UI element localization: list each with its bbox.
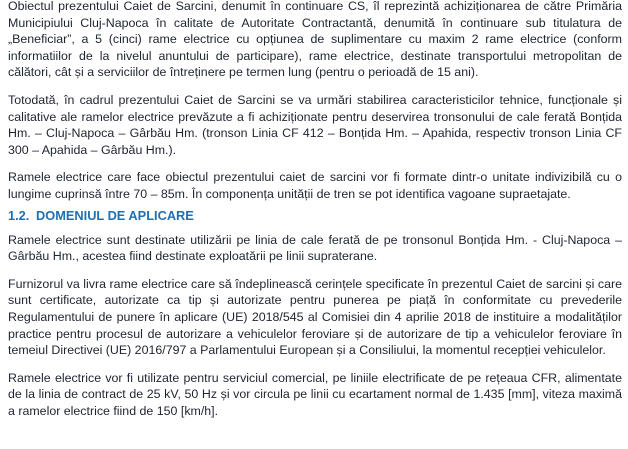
paragraph-service: Ramele electrice vor fi utilizate pentru serviciul comercial, pe liniile electrificate de pe rețeaua CFR, alimentate de la linia de contract de 25 kV, 50 Hz și vor circula pe linii cu ecartament normal de 1.435 [mm], viteza maximă a ramelor electrice fiind de 150 [km/h]. [8, 370, 622, 418]
paragraph-train-composition: Ramele electrice care face obiectul prezentului caiet de sarcini vor fi formate dintr-o unitate indivizibilă cu o lungime cuprinsă între 70 – 85m. În componența unității de tren se pot identifica vagoane supraetajate. [8, 170, 622, 201]
paragraph-object: Obiectul prezentului Caiet de Sarcini, denumit în continuare CS, îl reprezintă achiziționarea de către Primăria Municipiului Cluj-Napoca în calitate de Autoritate Contractantă, denumită în continuare sub titulatura de „Beneficiar”, a 5 (cinci) rame electrice cu opțiunea de suplimentare cu maxim 2 rame electrice (conform informatiilor de la nivelul anuntului de participare), rame electrice, destinate transportului metropolitan de călători, cât și a serviciilor de întreținere pe termen lung (pentru o perioadă de 15 ani). [8, 0, 622, 80]
paragraph-characteristics: Totodată, în cadrul prezentului Caiet de Sarcini se va urmări stabilirea caracteristicilor tehnice, funcționale și calitative ale ramelor electrice prevăzute a fi achiziționate pentru deservirea tronsonului de cale ferată Bonțida Hm. – Cluj-Napoca – Gârbău Hm. (tronson Linia CF 412 – Bonțida Hm. – Apahida, respectiv tronson Linia CF 300 – Apahida – Gârbău Hm.). [8, 92, 622, 157]
section-title: DOMENIUL DE APLICARE [36, 207, 194, 223]
section-number: 1.2. [8, 207, 30, 223]
section-heading [8, 207, 622, 225]
paragraph-supplier: Furnizorul va livra rame electrice care să îndeplinească cerințele specificate în prezentul Caiet de sarcini și care sunt certificate, autorizate ca tip și autorizate pentru punerea pe piață în conformitate cu prevederile Regulamentului de punere în aplicare (UE) 2018/545 al Comisiei din 4 aprilie 2018 de instituire a modalităților practice pentru procesul de autorizare a vehiculelor feroviare și de autorizare de tip a vehiculelor feroviare în temeiul Directivei (UE) 2016/797 a Parlamentului European și a Consiliului, la momentul recepției vehiculelor. [8, 276, 622, 358]
paragraph-usage: Ramele electrice sunt destinate utilizării pe linia de cale ferată de pe tronsonul Bonțida Hm. - Cluj-Napoca – Gârbău Hm., acestea fiind destinate exploatării pe linii supraterane. [8, 232, 622, 264]
